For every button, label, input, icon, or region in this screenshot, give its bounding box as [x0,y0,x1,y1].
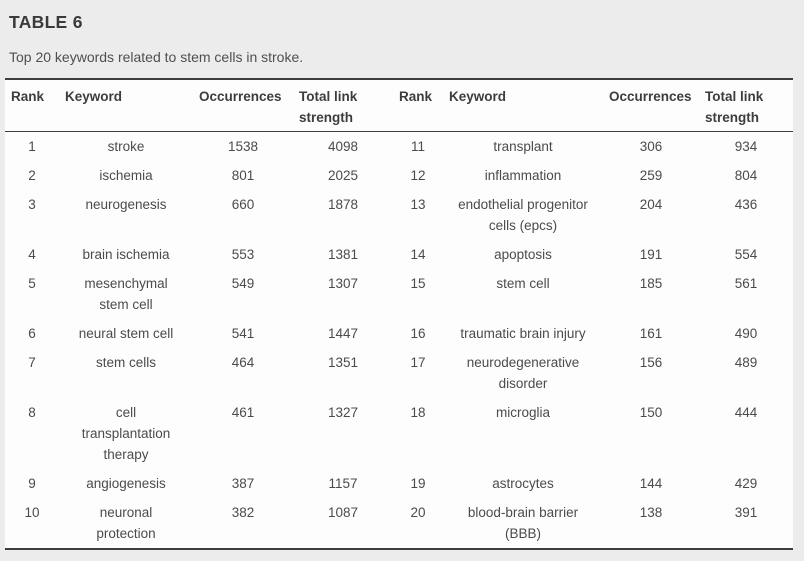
total-link-strength-cell: 391 [734,505,758,520]
rank-cell: 17 [410,355,426,370]
total-link-strength-cell: 1157 [328,476,358,491]
table-row [5,161,793,190]
keyword-cell: stroke [107,139,145,154]
keyword-cell: mesenchymal stem cell [84,276,168,312]
keyword-cell: endothelial progenitor cells (epcs) [458,197,588,233]
occurrences-cell: 306 [639,139,663,154]
keyword-cell: traumatic brain injury [460,326,586,341]
col-header-total-link-strength-left: Total link strength [293,79,393,132]
keyword-cell: microglia [495,405,550,420]
rank-cell: 16 [410,326,426,341]
rank-cell: 3 [28,197,36,212]
occurrences-cell: 150 [639,405,663,420]
occurrences-cell: 144 [639,476,663,491]
total-link-strength-cell: 429 [734,476,758,491]
rank-cell: 7 [28,355,36,370]
keyword-cell: astrocytes [492,476,554,491]
total-link-strength-cell: 1447 [327,326,359,341]
col-header-rank-right: Rank [393,79,443,132]
total-link-strength-cell: 1351 [327,355,359,370]
table-row [5,348,793,398]
col-header-occurrences-right: Occurrences [603,79,699,132]
rank-cell: 14 [410,247,426,262]
total-link-strength-cell: 804 [734,168,758,183]
rank-cell: 1 [28,139,36,154]
total-link-strength-cell: 490 [734,326,758,341]
occurrences-cell: 138 [639,505,663,520]
keyword-cell: neurodegenerative disorder [466,355,580,391]
rank-cell: 2 [28,168,36,183]
keywords-table [5,78,793,550]
total-link-strength-cell: 4098 [327,139,359,154]
table-row [5,498,793,549]
keyword-cell: brain ischemia [82,247,170,262]
occurrences-cell: 660 [231,197,255,212]
col-header-keyword-left: Keyword [59,79,193,132]
occurrences-cell: 156 [639,355,663,370]
occurrences-cell: 387 [231,476,255,491]
table-row [5,398,793,469]
col-header-occurrences-left: Occurrences [193,79,293,132]
occurrences-cell: 541 [231,326,255,341]
keyword-cell: stem cells [95,355,156,370]
keyword-cell: blood-brain barrier (BBB) [467,505,579,541]
occurrences-cell: 259 [639,168,663,183]
keyword-cell: transplant [493,139,553,154]
rank-cell: 4 [28,247,36,262]
total-link-strength-cell: 1307 [327,276,359,291]
rank-cell: 13 [410,197,426,212]
table-row [5,269,793,319]
rank-cell: 11 [410,139,425,154]
rank-cell: 6 [28,326,36,341]
total-link-strength-cell: 1381 [327,247,359,262]
total-link-strength-cell: 1878 [327,197,359,212]
rank-cell: 10 [24,505,40,520]
total-link-strength-cell: 554 [734,247,758,262]
table-caption: Top 20 keywords related to stem cells in stroke. [9,49,304,65]
table-body [5,132,793,550]
occurrences-cell: 549 [231,276,255,291]
occurrences-cell: 382 [231,505,255,520]
col-header-total-link-strength-right: Total link strength [699,79,793,132]
total-link-strength-cell: 489 [734,355,758,370]
rank-cell: 15 [410,276,426,291]
occurrences-cell: 1538 [227,139,259,154]
occurrences-cell: 185 [639,276,663,291]
occurrences-cell: 461 [231,405,255,420]
occurrences-cell: 801 [231,168,255,183]
total-link-strength-cell: 1087 [327,505,359,520]
occurrences-cell: 161 [639,326,663,341]
keyword-cell: angiogenesis [86,476,166,491]
occurrences-cell: 464 [231,355,255,370]
occurrences-cell: 204 [639,197,663,212]
keyword-cell: ischemia [99,168,153,183]
keyword-cell: cell transplantation therapy [81,405,171,462]
keyword-cell: neural stem cell [78,326,174,341]
table-row [5,132,793,162]
table-title: TABLE 6 [9,12,83,32]
rank-cell: 9 [28,476,36,491]
total-link-strength-cell: 436 [734,197,758,212]
keyword-cell: inflammation [484,168,562,183]
occurrences-cell: 553 [231,247,255,262]
total-link-strength-cell: 561 [734,276,758,291]
keyword-cell: apoptosis [494,247,552,262]
occurrences-cell: 191 [639,247,663,262]
table-row [5,240,793,269]
table-row [5,319,793,348]
keyword-cell: neurogenesis [85,197,167,212]
table-row [5,469,793,498]
keyword-cell: stem cell [496,276,550,291]
keyword-cell: neuronal protection [96,505,156,541]
table-row [5,190,793,240]
total-link-strength-cell: 2025 [327,168,359,183]
total-link-strength-cell: 934 [734,139,758,154]
header-row [5,79,793,132]
rank-cell: 19 [410,476,426,491]
rank-cell: 18 [410,405,426,420]
total-link-strength-cell: 1327 [327,405,359,420]
col-header-keyword-right: Keyword [443,79,603,132]
rank-cell: 8 [28,405,36,420]
rank-cell: 5 [28,276,36,291]
col-header-rank-left: Rank [5,79,59,132]
rank-cell: 20 [410,505,426,520]
rank-cell: 12 [410,168,426,183]
total-link-strength-cell: 444 [734,405,758,420]
